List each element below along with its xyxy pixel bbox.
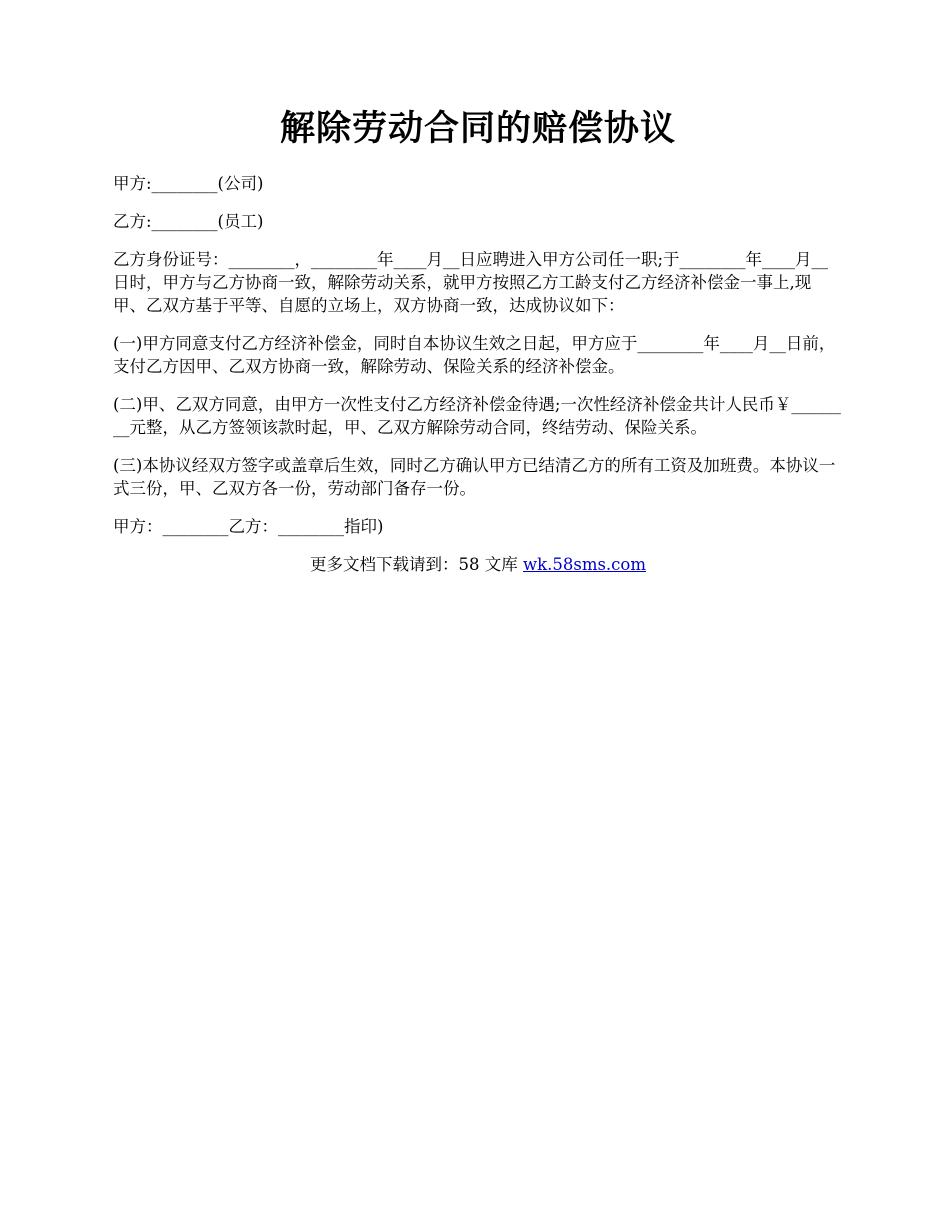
footer-website-link[interactable]: wk.58sms.com bbox=[522, 555, 646, 574]
clause-three: (三)本协议经双方签字或盖章后生效，同时乙方确认甲方已结清乙方的所有工资及加班费。本协议一式三份，甲、乙双方各一份，劳动部门备存一份。 bbox=[113, 456, 836, 498]
intro-paragraph: 乙方身份证号：________，________年____月__日应聘进入甲方公司任一职;于________年____月__日时，甲方与乙方协商一致，解除劳动关系，就甲方按照乙方工龄支付乙方经济补偿金一事上,现甲、乙双方基于平等、自愿的立场上，双方协商一致，达成协议如下： bbox=[113, 250, 829, 315]
footer-download-note bbox=[113, 553, 843, 576]
document-page bbox=[113, 108, 843, 576]
party-a-line: 甲方:________(公司) bbox=[113, 174, 264, 193]
party-b-line: 乙方:________(员工) bbox=[113, 212, 264, 231]
footer-prefix-text: 更多文档下载请到：58 文库 bbox=[309, 555, 523, 574]
document-title: 解除劳动合同的赔偿协议 bbox=[279, 108, 676, 149]
clause-one: (一)甲方同意支付乙方经济补偿金，同时自本协议生效之日起，甲方应于________年____月__日前，支付乙方因甲、乙双方协商一致，解除劳动、保险关系的经济补偿金。 bbox=[113, 334, 836, 376]
signature-line: 甲方：________乙方：________指印) bbox=[113, 517, 384, 536]
clause-two: (二)甲、乙双方同意，由甲方一次性支付乙方经济补偿金待遇;一次性经济补偿金共计人民币￥________元整，从乙方签领该款时起，甲、乙双方解除劳动合同，终结劳动、保险关系。 bbox=[113, 395, 841, 437]
